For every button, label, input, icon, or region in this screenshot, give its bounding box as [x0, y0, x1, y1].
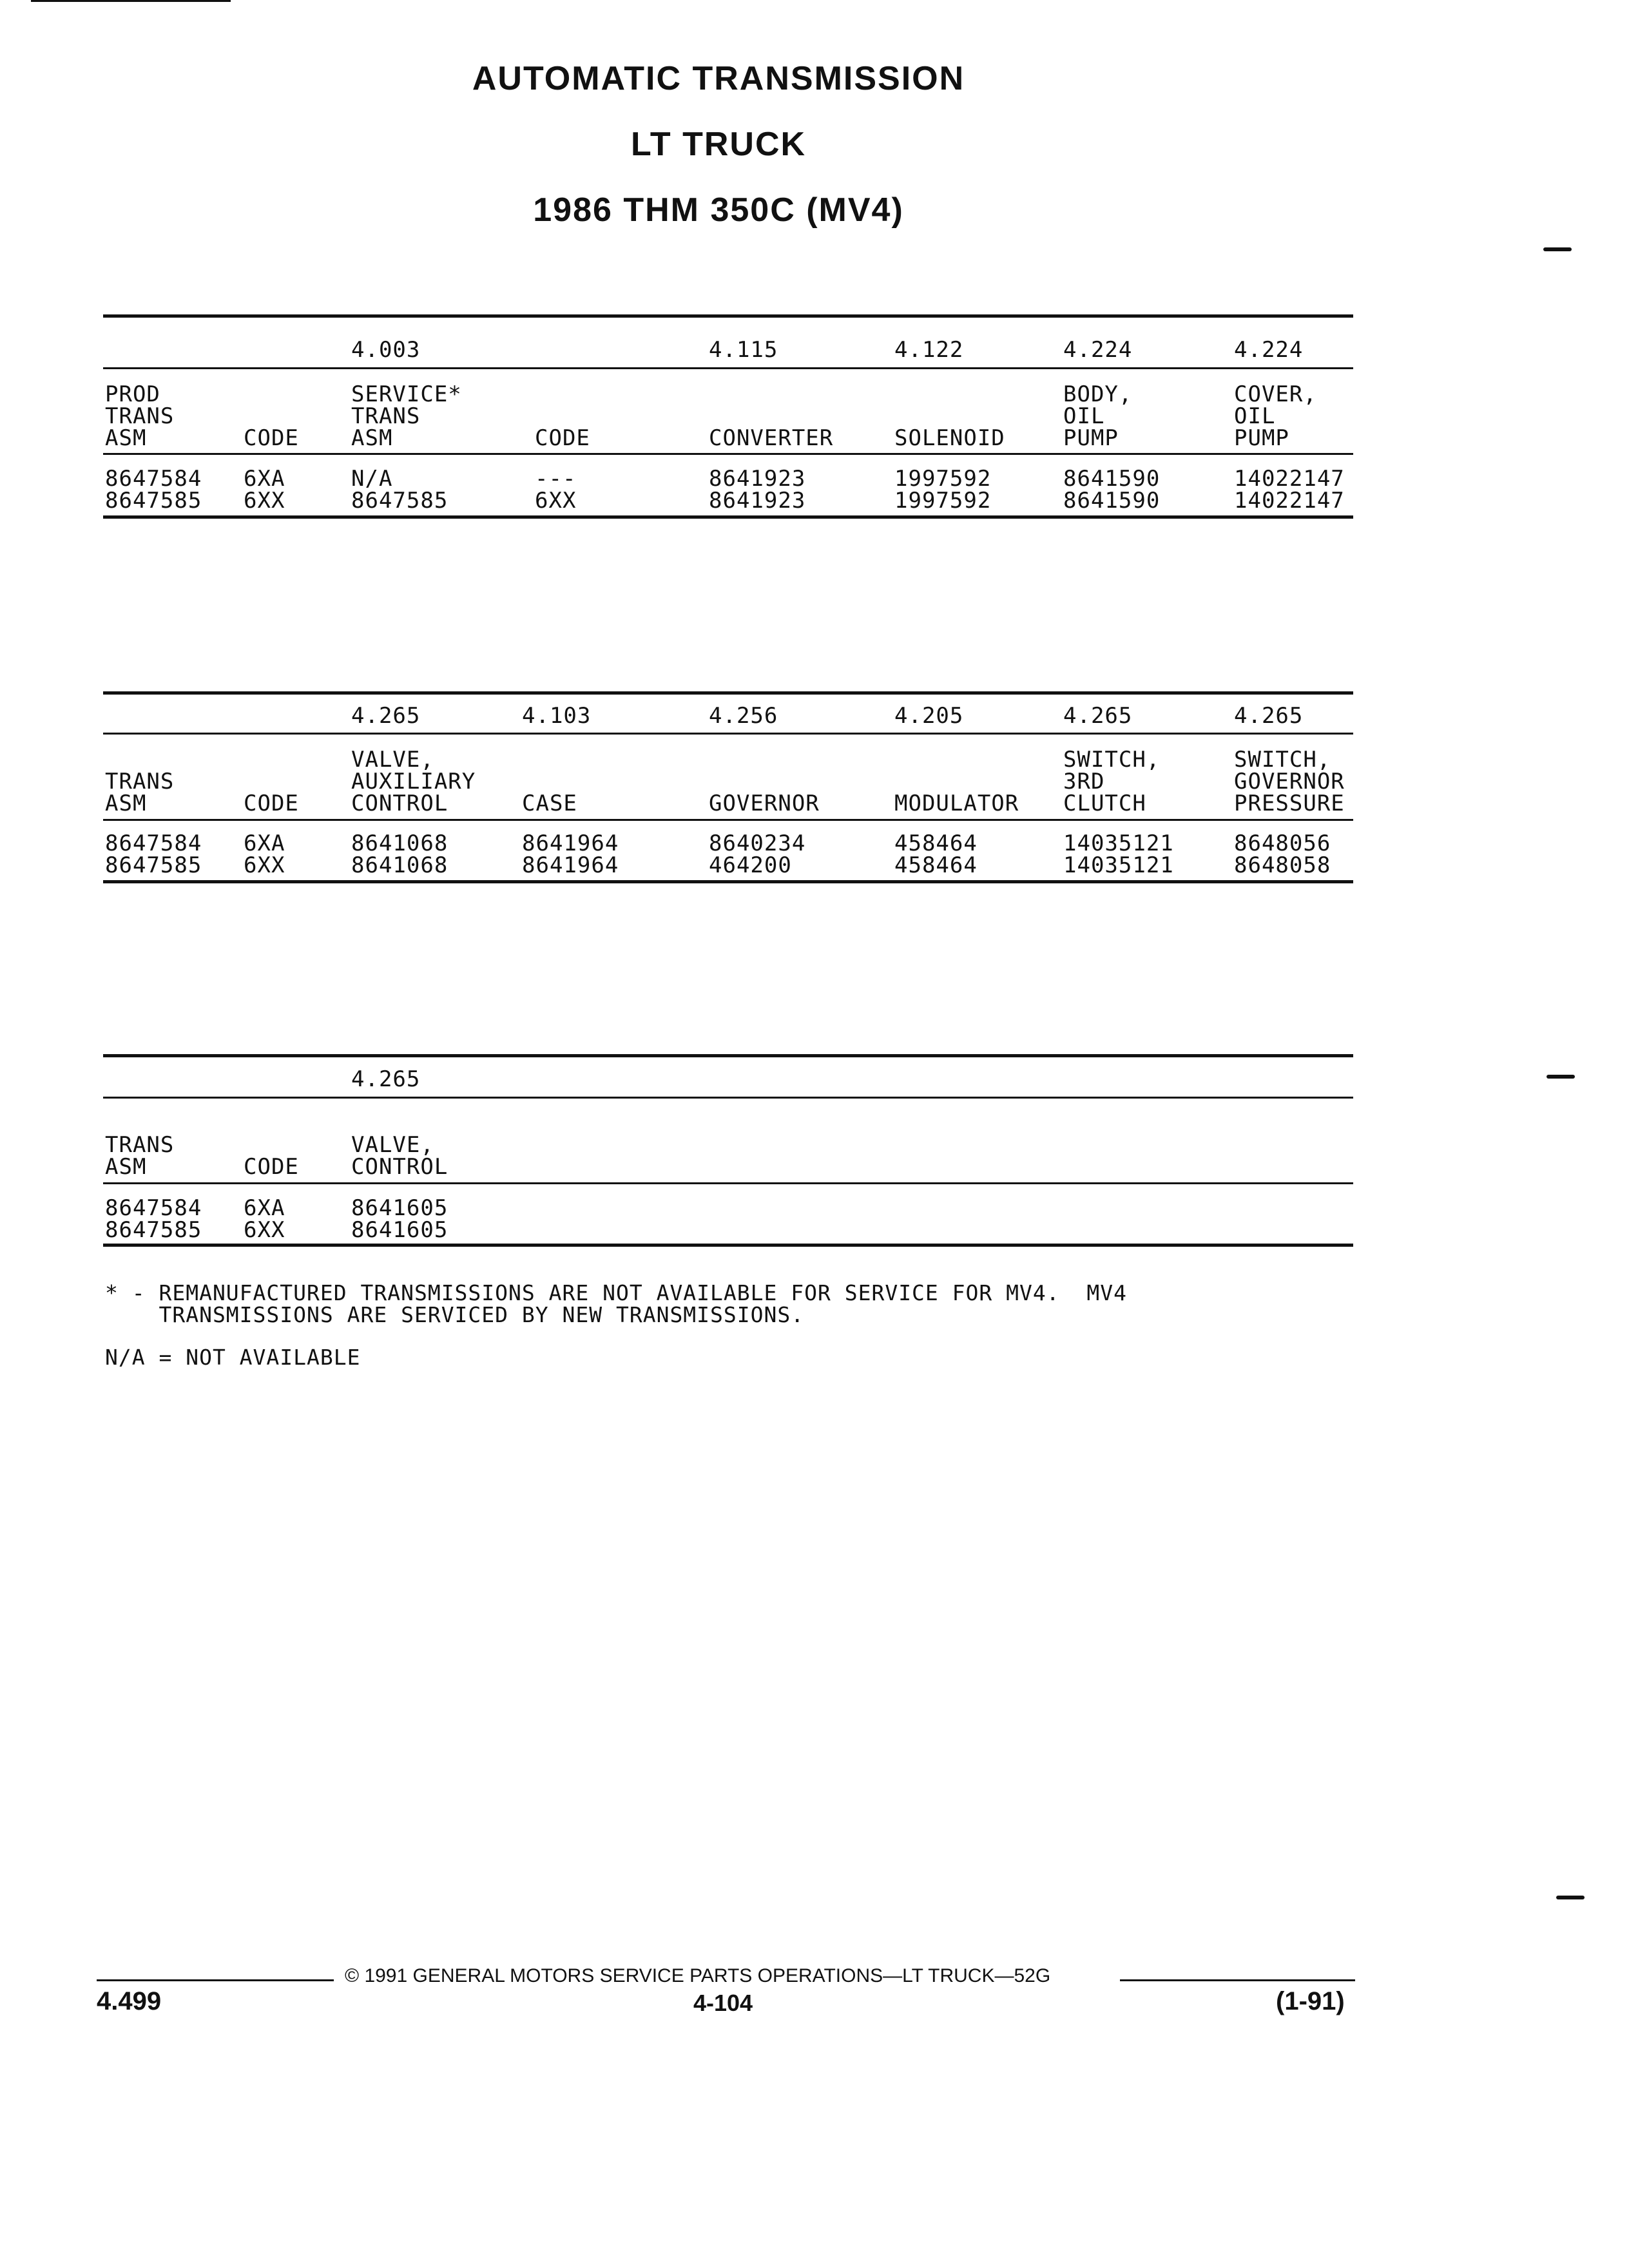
t1-r1-code: 6XA — [244, 466, 285, 492]
t2-code-valve-aux: 4.265 — [351, 703, 421, 729]
t1-r2-code: 6XX — [244, 488, 285, 514]
t1-r2-body: 8641590 — [1063, 488, 1161, 514]
t1-r2-service: 8647585 — [351, 488, 448, 514]
t1-r1-code2: --- — [535, 466, 577, 492]
t2-r2-switch-3rd: 14035121 — [1063, 852, 1174, 878]
table-2-header-rule — [103, 819, 1353, 821]
t2-header-modulator: MODULATOR — [894, 791, 1019, 816]
footer-copyright: © 1991 GENERAL MOTORS SERVICE PARTS OPERATIONS—LT TRUCK—52G — [345, 1965, 1051, 1986]
footer-rule-right — [1120, 1979, 1355, 1981]
t2-r1-switch-gov: 8648056 — [1234, 831, 1331, 856]
page-title-line2: LT TRUCK — [630, 126, 807, 163]
t1-header-code-2: CODE — [535, 425, 590, 451]
t3-r1-code: 6XA — [244, 1195, 285, 1221]
t1-header-service-trans-asm: SERVICE* TRANS ASM — [351, 381, 462, 451]
t1-code-converter: 4.115 — [709, 337, 778, 363]
t2-r1-governor: 8640234 — [709, 831, 806, 856]
t3-code-valve-control: 4.265 — [351, 1066, 421, 1092]
t1-code-cover: 4.224 — [1234, 337, 1304, 363]
t1-r2-solenoid: 1997592 — [894, 488, 992, 514]
t1-r1-converter: 8641923 — [709, 466, 806, 492]
t3-header-code: CODE — [244, 1154, 299, 1180]
footer-page-number: 4-104 — [693, 1990, 753, 2016]
table-1-top-rule — [103, 314, 1353, 318]
footer-section-number: 4.499 — [97, 1987, 162, 2015]
t2-r1-code: 6XA — [244, 831, 285, 856]
binding-mark — [1547, 1075, 1575, 1079]
t1-header-solenoid: SOLENOID — [894, 425, 1005, 451]
table-1-bottom-rule — [103, 515, 1353, 519]
t2-r1-valve: 8641068 — [351, 831, 448, 856]
t2-header-code: CODE — [244, 791, 299, 816]
page-title-line1: AUTOMATIC TRANSMISSION — [472, 60, 965, 97]
t1-r2-converter: 8641923 — [709, 488, 806, 514]
table-2-code-rule — [103, 733, 1353, 735]
page-title-line3: 1986 THM 350C (MV4) — [533, 191, 904, 229]
t2-header-governor: GOVERNOR — [709, 791, 820, 816]
t1-header-body-oil-pump: BODY, OIL PUMP — [1063, 381, 1133, 451]
t1-header-converter: CONVERTER — [709, 425, 834, 451]
t2-r1-trans: 8647584 — [105, 831, 202, 856]
t2-header-switch-3rd-clutch: SWITCH, 3RD CLUTCH — [1063, 747, 1161, 816]
t1-r1-body: 8641590 — [1063, 466, 1161, 492]
t1-r2-code2: 6XX — [535, 488, 577, 514]
t1-r1-prod: 8647584 — [105, 466, 202, 492]
footer-rule-left — [97, 1979, 334, 1981]
t3-r2-code: 6XX — [244, 1217, 285, 1243]
t1-header-prod-trans-asm: PROD TRANS ASM — [105, 381, 175, 451]
na-note: N/A = NOT AVAILABLE — [105, 1345, 361, 1370]
footer-date: (1-91) — [1276, 1987, 1345, 2015]
t3-r1-valve: 8641605 — [351, 1195, 448, 1221]
t3-header-trans-asm: TRANS ASM — [105, 1132, 175, 1180]
table-2-bottom-rule — [103, 880, 1353, 883]
asterisk-note-line2: TRANSMISSIONS ARE SERVICED BY NEW TRANSMISSIONS. — [105, 1302, 805, 1327]
t3-r1-trans: 8647584 — [105, 1195, 202, 1221]
t3-r2-valve: 8641605 — [351, 1217, 448, 1243]
table-3-bottom-rule — [103, 1244, 1353, 1247]
t2-code-switch-gov: 4.265 — [1234, 703, 1304, 729]
t2-r2-governor: 464200 — [709, 852, 792, 878]
top-edge-line — [31, 0, 231, 2]
table-3-code-rule — [103, 1097, 1353, 1099]
t2-header-trans-asm: TRANS ASM — [105, 769, 175, 816]
table-1-header-rule — [103, 453, 1353, 455]
t1-r1-cover: 14022147 — [1234, 466, 1345, 492]
t3-r2-trans: 8647585 — [105, 1217, 202, 1243]
t2-code-governor: 4.256 — [709, 703, 778, 729]
table-2-top-rule — [103, 691, 1353, 695]
t2-r2-case: 8641964 — [522, 852, 619, 878]
t3-header-valve-control: VALVE, CONTROL — [351, 1132, 448, 1180]
table-3-top-rule — [103, 1054, 1353, 1057]
t1-header-cover-oil-pump: COVER, OIL PUMP — [1234, 381, 1317, 451]
table-1-code-rule — [103, 367, 1353, 369]
t2-r2-modulator: 458464 — [894, 852, 978, 878]
t2-r1-switch-3rd: 14035121 — [1063, 831, 1174, 856]
binding-mark — [1556, 1896, 1585, 1899]
t1-code-service: 4.003 — [351, 337, 421, 363]
t2-r1-modulator: 458464 — [894, 831, 978, 856]
t2-code-case: 4.103 — [522, 703, 592, 729]
binding-mark — [1543, 247, 1572, 251]
t2-header-case: CASE — [522, 791, 577, 816]
t1-code-body: 4.224 — [1063, 337, 1133, 363]
t1-r1-service: N/A — [351, 466, 393, 492]
t2-r2-code: 6XX — [244, 852, 285, 878]
t2-r2-switch-gov: 8648058 — [1234, 852, 1331, 878]
t1-code-solenoid: 4.122 — [894, 337, 964, 363]
t2-code-modulator: 4.205 — [894, 703, 964, 729]
t1-header-code: CODE — [244, 425, 299, 451]
asterisk-note-line1: * - REMANUFACTURED TRANSMISSIONS ARE NOT AVAILABLE FOR SERVICE FOR MV4. MV4 — [105, 1280, 1127, 1305]
t2-r2-trans: 8647585 — [105, 852, 202, 878]
t1-r1-solenoid: 1997592 — [894, 466, 992, 492]
t2-header-valve-aux-control: VALVE, AUXILIARY CONTROL — [351, 747, 476, 816]
t2-r2-valve: 8641068 — [351, 852, 448, 878]
t1-r2-prod: 8647585 — [105, 488, 202, 514]
table-3-header-rule — [103, 1182, 1353, 1184]
t2-r1-case: 8641964 — [522, 831, 619, 856]
t2-code-switch-3rd: 4.265 — [1063, 703, 1133, 729]
t1-r2-cover: 14022147 — [1234, 488, 1345, 514]
t2-header-switch-gov-pressure: SWITCH, GOVERNOR PRESSURE — [1234, 747, 1345, 816]
